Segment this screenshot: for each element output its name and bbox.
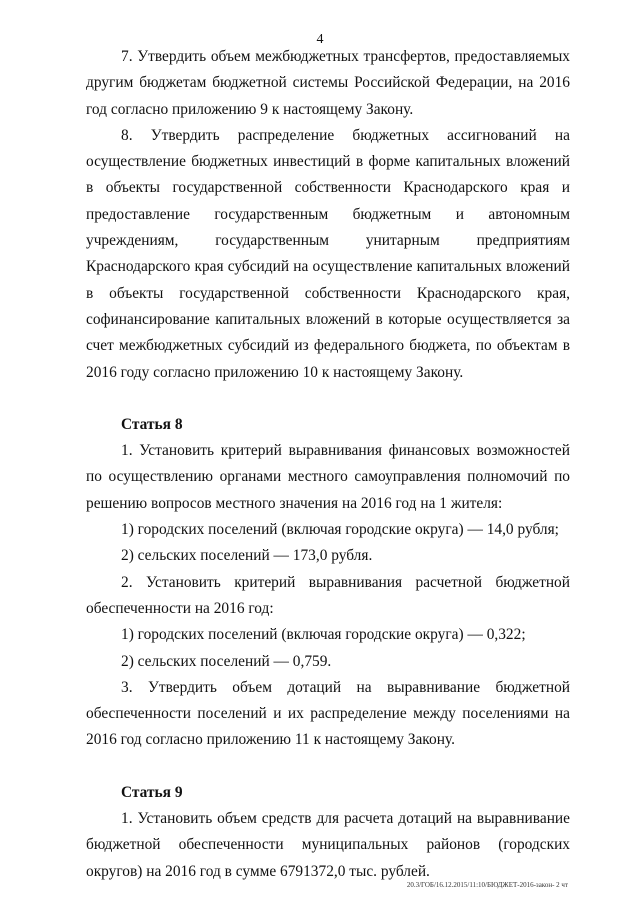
page-number: 4 [316, 32, 324, 47]
document-body [86, 44, 570, 885]
article-8-paragraph-3: 3. Утвердить объем дотаций на выравнивание бюджетной обеспеченности поселений и их распределение между поселениями на 2016 год согласно приложению 11 к настоящему Закону. [86, 678, 570, 749]
article-8-item-1-1: 1) городских поселений (включая городские округа) — 14,0 рубля; [121, 521, 559, 539]
spacer [86, 386, 570, 412]
footer-stamp: 20.3/ГОБ/16.12.2015/11:10/БЮДЖЕТ-2016-закон- 2 чт [406, 881, 568, 889]
article-8-item-2-1: 1) городских поселений (включая городские округа) — 0,322; [121, 626, 526, 644]
paragraph-8: 8. Утвердить распределение бюджетных ассигнований на осуществление бюджетных инвестиций в форме капитальных вложений в объекты государственной собственности Краснодарского края и предоставление государственным бюджетным и автономным учреждениям, государственным унитарным предприятиям Краснодарского края субсидий на осуществление капитальных вложений в объекты государственной собственности Краснодарского края, софинансирование капитальных вложений в которые осуществляется за счет межбюджетных субсидий из федерального бюджета, по объектам в 2016 году согласно приложению 10 к настоящему Закону. [86, 126, 570, 381]
article-8-paragraph-2: 2. Установить критерий выравнивания расчетной бюджетной обеспеченности на 2016 год: [86, 573, 570, 617]
spacer [86, 754, 570, 780]
article-8-heading: Статья 8 [121, 415, 183, 433]
article-8-item-1-2: 2) сельских поселений — 173,0 рубля. [121, 547, 373, 565]
article-9-paragraph-1: 1. Установить объем средств для расчета дотаций на выравнивание бюджетной обеспеченности муниципальных районов (городских округов) на 2016 год в сумме 6791372,0 тыс. рублей. [86, 810, 570, 880]
article-8-item-2-2: 2) сельских поселений — 0,759. [121, 652, 332, 670]
paragraph-7: 7. Утвердить объем межбюджетных трансфертов, предоставляемых другим бюджетам бюджетной системы Российской Федерации, на 2016 год согласно приложению 9 к настоящему Закону. [86, 48, 570, 118]
article-9-heading: Статья 9 [121, 783, 183, 801]
article-8-paragraph-1: 1. Установить критерий выравнивания финансовых возможностей по осуществлению органами местного самоуправления полномочий по решению вопросов местного значения на 2016 год на 1 жителя: [86, 442, 570, 512]
